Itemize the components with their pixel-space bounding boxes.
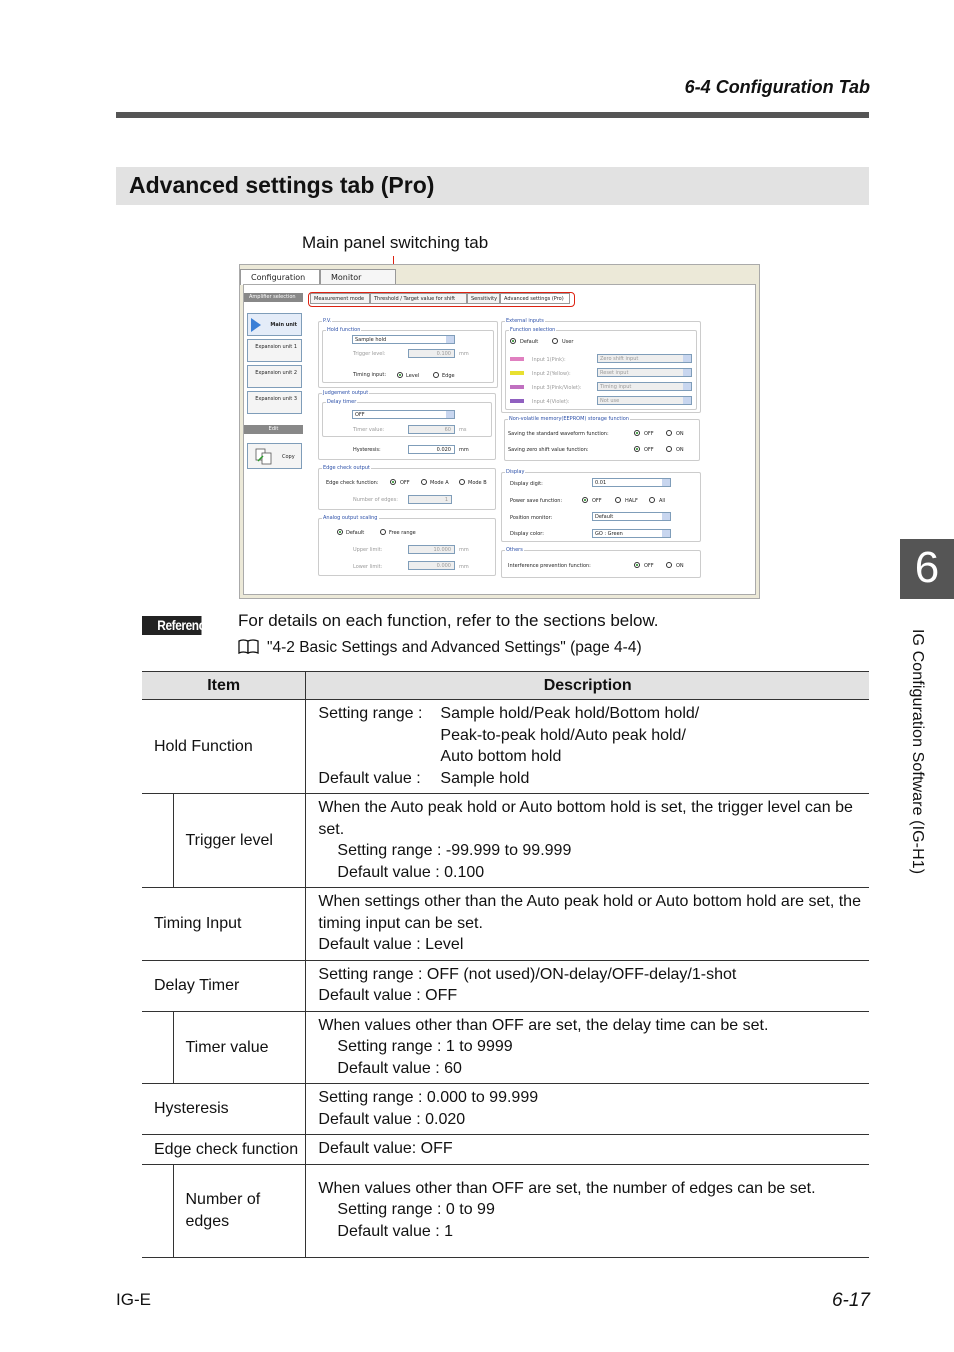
interference-label: Interference prevention function: [508, 563, 591, 569]
input-2-color-swatch [510, 371, 524, 375]
timer-value-label: Timer value: [353, 427, 385, 433]
timing-level-label: Level [406, 373, 420, 379]
edge-check-function-label: Edge check function: [326, 480, 379, 486]
desc-number-of-edges: When values other than OFF are set, the number of edges can be set. Setting range : 0 to 99 Default value : 1 [306, 1164, 869, 1257]
table-row [142, 794, 869, 888]
footer-doc-code: IG-E [116, 1290, 151, 1309]
input-4-select[interactable]: Not use [597, 396, 692, 405]
hysteresis-unit: mm [459, 447, 469, 453]
tab-measurement-mode[interactable]: Measurement mode [310, 293, 370, 304]
item-trigger-level: Trigger level [173, 794, 306, 888]
edge-off-radio[interactable] [390, 479, 396, 485]
pv-group: P.V. [318, 321, 498, 388]
number-of-edges-label: Number of edges: [353, 497, 398, 503]
settings-table [142, 671, 869, 1258]
display-digit-label: Display digit: [510, 481, 543, 487]
save-zero-shift-off-label: OFF [644, 447, 654, 453]
inputs-user-label: User [562, 339, 574, 345]
tab-configuration[interactable]: Configuration [240, 269, 320, 285]
book-icon [238, 639, 259, 654]
analog-default-label: Default [346, 530, 365, 536]
hysteresis-input[interactable]: 0.020 [408, 445, 455, 454]
edge-mode-b-radio[interactable] [459, 479, 465, 485]
input-3-select[interactable]: Timing input [597, 382, 692, 391]
expansion-unit-2-button[interactable]: Expansion unit 2 [247, 365, 302, 388]
column-header-item: Item [142, 672, 306, 700]
number-of-edges-input[interactable]: 1 [408, 495, 452, 504]
power-save-off-label: OFF [592, 498, 602, 504]
tab-monitor[interactable]: Monitor [320, 269, 396, 285]
upper-limit-input[interactable]: 10.000 [408, 545, 455, 554]
external-inputs-group: External inputs [501, 321, 701, 413]
save-zero-shift-off-radio[interactable] [634, 446, 640, 452]
inputs-default-radio[interactable] [510, 338, 516, 344]
display-color-select[interactable]: GO : Green [592, 529, 671, 538]
play-icon [251, 318, 261, 332]
chapter-title-vertical: IG Configuration Software (IG-H1) [909, 629, 926, 875]
main-tabs [240, 269, 759, 285]
upper-limit-label: Upper limit: [353, 547, 383, 553]
inputs-user-radio[interactable] [552, 338, 558, 344]
input-2-select[interactable]: Reset input [597, 368, 692, 377]
timing-edge-radio[interactable] [433, 372, 439, 378]
power-save-all-radio[interactable] [649, 497, 655, 503]
trigger-level-label: Trigger level: [353, 351, 386, 357]
edit-heading: Edit [244, 425, 303, 434]
tab-advanced-settings[interactable]: Advanced settings (Pro) [500, 293, 570, 304]
item-hysteresis: Hysteresis [142, 1084, 306, 1135]
header-rule [116, 112, 869, 118]
save-waveform-on-label: ON [676, 431, 684, 437]
desc-hold-function: Setting range : Sample hold/Peak hold/Bottom hold/ Peak-to-peak hold/Auto peak hold/ Auto bottom hold Default value : Sample hold [306, 700, 869, 794]
main-unit-button[interactable]: Main unit [247, 313, 302, 336]
tab-threshold[interactable]: Threshold / Target value for shift [370, 293, 467, 304]
item-number-of-edges: Number of edges [173, 1164, 306, 1257]
save-zero-shift-on-label: ON [676, 447, 684, 453]
lower-limit-unit: mm [459, 564, 469, 570]
item-edge-check-function: Edge check function [142, 1135, 306, 1165]
function-selection-group: Function selection [505, 330, 697, 410]
desc-timer-value: When values other than OFF are set, the delay time can be set. Setting range : 1 to 9999 Default value : 60 [306, 1011, 869, 1084]
desc-timing-input: When settings other than the Auto peak hold or Auto bottom hold are set, the timing input can be set. Default value : Level [306, 888, 869, 961]
edge-check-output-group: Edge check output [318, 468, 496, 510]
judgement-output-group: Judgement output [318, 393, 496, 460]
save-zero-shift-label: Saving zero shift value function: [508, 447, 589, 453]
interference-off-label: OFF [644, 563, 654, 569]
display-color-label: Display color: [510, 531, 544, 537]
delay-timer-select[interactable]: OFF [352, 410, 455, 419]
edge-mode-a-label: Mode A [430, 480, 449, 486]
delay-timer-group: Delay timer [322, 402, 492, 437]
running-header: 6-4 Configuration Tab [684, 77, 870, 97]
table-row [142, 700, 869, 794]
chapter-number-tab: 6 [900, 539, 954, 599]
item-timing-input: Timing Input [142, 888, 306, 961]
input-1-select[interactable]: Zero shift input [597, 354, 692, 363]
reference-link-text[interactable]: "4-2 Basic Settings and Advanced Settings" (page 4-4) [267, 639, 642, 656]
timing-level-radio[interactable] [397, 372, 403, 378]
edge-mode-a-radio[interactable] [421, 479, 427, 485]
input-1-color-swatch [510, 357, 524, 361]
table-row [142, 1164, 869, 1257]
software-screenshot [239, 264, 760, 599]
trigger-unit: mm [459, 351, 469, 357]
timing-input-label: Timing input: [353, 372, 387, 378]
copy-icon [254, 447, 274, 465]
desc-trigger-level: When the Auto peak hold or Auto bottom hold is set, the trigger level can be set. Setting range : -99.999 to 99.999 Default value : 0.100 [306, 794, 869, 888]
hold-function-select[interactable]: Sample hold [352, 335, 455, 344]
interference-on-radio[interactable] [666, 562, 672, 568]
expansion-unit-1-button[interactable]: Expansion unit 1 [247, 339, 302, 362]
table-row [142, 1084, 869, 1135]
hold-function-group: Hold function [322, 330, 494, 383]
analog-default-radio[interactable] [337, 529, 343, 535]
item-hold-function: Hold Function [142, 700, 306, 794]
save-waveform-off-radio[interactable] [634, 430, 640, 436]
position-monitor-label: Position monitor: [510, 515, 553, 521]
lower-limit-input[interactable]: 0.000 [408, 561, 455, 570]
footer-page-number: 6-17 [831, 1290, 870, 1311]
input-4-color-swatch [510, 399, 524, 403]
table-row [142, 888, 869, 961]
annotation-label: Main panel switching tab [302, 233, 489, 252]
power-save-half-label: HALF [625, 498, 638, 504]
input-1-label: Input 1(Pink): [532, 357, 566, 363]
save-waveform-on-radio[interactable] [666, 430, 672, 436]
timer-value-input[interactable]: 60 [408, 425, 455, 434]
input-2-label: Input 2(Yellow): [532, 371, 571, 377]
amplifier-selection-heading: Amplifier selection [244, 293, 303, 302]
reference-badge-label: Reference [142, 616, 202, 635]
interference-on-label: ON [676, 563, 684, 569]
position-monitor-select[interactable]: Default [592, 512, 671, 521]
item-delay-timer: Delay Timer [142, 960, 306, 1011]
hysteresis-label: Hysteresis: [353, 447, 381, 453]
reference-badge [142, 616, 215, 637]
upper-limit-unit: mm [459, 547, 469, 553]
edge-mode-b-label: Mode B [468, 480, 487, 486]
power-save-label: Power save function: [510, 498, 563, 504]
reference-link[interactable] [238, 639, 642, 657]
power-save-all-label: All [659, 498, 666, 504]
timer-unit: ms [459, 427, 467, 433]
tab-highlight-box [308, 292, 575, 307]
display-group: Display [501, 472, 701, 542]
item-timer-value: Timer value [173, 1011, 306, 1084]
section-title: Advanced settings tab (Pro) [116, 167, 869, 205]
expansion-unit-3-button[interactable]: Expansion unit 3 [247, 391, 302, 414]
others-group: Others [501, 550, 701, 578]
table-row [142, 1135, 869, 1165]
copy-button[interactable]: Copy [247, 443, 302, 469]
input-4-label: Input 4(Violet): [532, 399, 570, 405]
desc-hysteresis: Setting range : 0.000 to 99.999 Default value : 0.020 [306, 1084, 869, 1135]
desc-delay-timer: Setting range : OFF (not used)/ON-delay/OFF-delay/1-shot Default value : OFF [306, 960, 869, 1011]
save-zero-shift-on-radio[interactable] [666, 446, 672, 452]
edge-off-label: OFF [400, 480, 410, 486]
timing-edge-label: Edge [442, 373, 455, 379]
input-3-label: Input 3(Pink/Violet): [532, 385, 582, 391]
tab-sensitivity[interactable]: Sensitivity [467, 293, 500, 304]
display-digit-select[interactable]: 0.01 [592, 478, 671, 487]
nonvolatile-memory-group: Non-volatile memory(EEPROM) storage function [504, 419, 700, 461]
save-waveform-label: Saving the standard waveform function: [508, 431, 609, 437]
power-save-off-radio[interactable] [582, 497, 588, 503]
table-row [142, 1011, 869, 1084]
input-3-color-swatch [510, 385, 524, 389]
analog-output-scaling-group: Analog output scaling [318, 518, 496, 576]
save-waveform-off-label: OFF [644, 431, 654, 437]
table-row [142, 960, 869, 1011]
trigger-level-input[interactable]: 0.100 [408, 349, 455, 358]
desc-edge-check-function: Default value: OFF [306, 1135, 869, 1165]
analog-free-range-label: Free range [389, 530, 416, 536]
interference-off-radio[interactable] [634, 562, 640, 568]
column-header-description: Description [306, 672, 869, 700]
lower-limit-label: Lower limit: [353, 564, 383, 570]
analog-free-range-radio[interactable] [380, 529, 386, 535]
power-save-half-radio[interactable] [615, 497, 621, 503]
reference-text: For details on each function, refer to the sections below. [238, 611, 659, 630]
inputs-default-label: Default [520, 339, 539, 345]
